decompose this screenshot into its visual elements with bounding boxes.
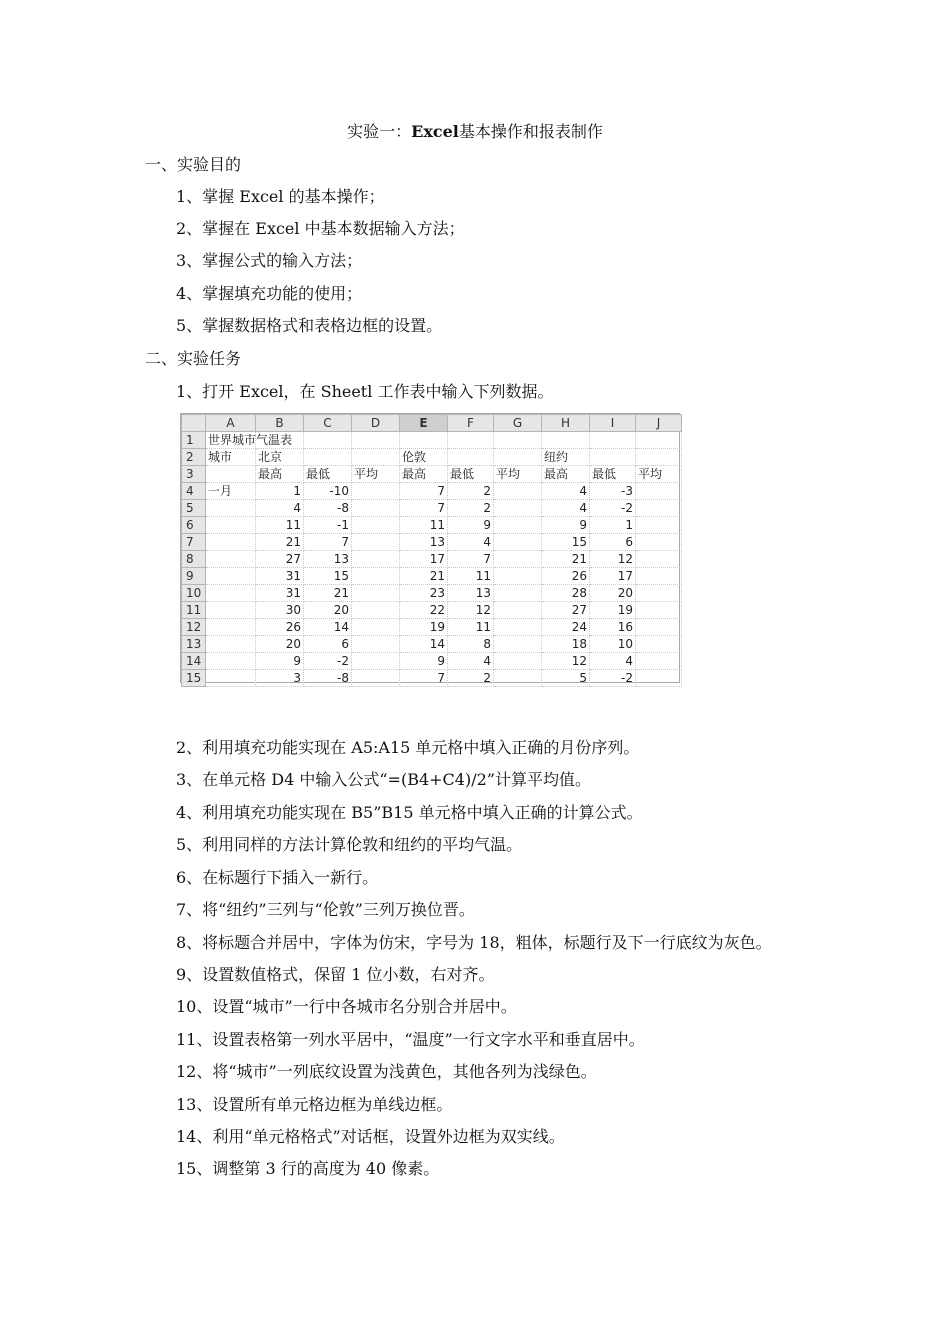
sheet-cell: 13 [304, 551, 352, 568]
sheet-cell [494, 670, 542, 687]
sheet-cell [494, 585, 542, 602]
sheet-row [182, 670, 682, 687]
sheet-cell [352, 534, 400, 551]
sheet-cell: 2 [448, 670, 494, 687]
sheet-cell [590, 449, 636, 466]
sheet-cell: 26 [256, 619, 304, 636]
sheet-cell [352, 636, 400, 653]
sheet-cell: 9 [256, 653, 304, 670]
sheet-cell [636, 602, 682, 619]
row-header: 5 [182, 500, 206, 517]
task-item: 12、将“城市”一列底纹设置为浅黄色，其他各列为浅绿色。 [176, 1062, 597, 1081]
sheet-cell [494, 568, 542, 585]
row-header: 2 [182, 449, 206, 466]
sheet-cell [352, 619, 400, 636]
sheet-cell: 20 [304, 602, 352, 619]
sheet-cell [352, 653, 400, 670]
sheet-cell: 7 [400, 670, 448, 687]
sheet-cell [206, 568, 256, 585]
sheet-cell: 23 [400, 585, 448, 602]
sheet-cell: -3 [590, 483, 636, 500]
sheet-cell [304, 449, 352, 466]
row-header: 3 [182, 466, 206, 483]
sheet-cell: 最高 [400, 466, 448, 483]
sheet-cell: 20 [590, 585, 636, 602]
task-item: 9、设置数值格式，保留 1 位小数，右对齐。 [176, 965, 495, 984]
sheet-cell: 平均 [352, 466, 400, 483]
sheet-cell [636, 534, 682, 551]
sheet-cell: 3 [256, 670, 304, 687]
sheet-cell [494, 602, 542, 619]
sheet-cell [494, 483, 542, 500]
sheet-cell: 19 [400, 619, 448, 636]
sheet-cell: 9 [400, 653, 448, 670]
row-header: 4 [182, 483, 206, 500]
task-item: 11、设置表格第一列水平居中，“温度”一行文字水平和垂直居中。 [176, 1030, 645, 1049]
title-prefix: 实验一： [347, 122, 412, 141]
sheet-cell [636, 551, 682, 568]
sheet-cell: 纽约 [542, 449, 590, 466]
sheet-cell [206, 670, 256, 687]
sheet-cell [636, 432, 682, 449]
sheet-cell [636, 483, 682, 500]
task-item: 13、设置所有单元格边框为单线边框。 [176, 1095, 453, 1114]
sheet-row [182, 636, 682, 653]
sheet-cell: 平均 [636, 466, 682, 483]
row-header: 15 [182, 670, 206, 687]
sheet-row [182, 568, 682, 585]
objective-item: 4、掌握填充功能的使用； [176, 284, 363, 303]
spreadsheet-screenshot [180, 413, 680, 683]
sheet-cell: 11 [256, 517, 304, 534]
sheet-cell: 2 [448, 483, 494, 500]
sheet-cell [206, 466, 256, 483]
sheet-cell [636, 670, 682, 687]
sheet-row [182, 500, 682, 517]
sheet-cell: 最低 [448, 466, 494, 483]
sheet-row [182, 534, 682, 551]
sheet-cell: 13 [400, 534, 448, 551]
sheet-cell: 21 [400, 568, 448, 585]
sheet-row [182, 602, 682, 619]
sheet-cell: -8 [304, 500, 352, 517]
sheet-cell [400, 432, 448, 449]
sheet-cell [636, 653, 682, 670]
task-item: 3、在单元格 D4 中输入公式“=(B4+C4)/2”计算平均值。 [176, 770, 591, 789]
sheet-cell [352, 432, 400, 449]
sheet-cell: 22 [400, 602, 448, 619]
sheet-cell: 17 [400, 551, 448, 568]
sheet-cell: 平均 [494, 466, 542, 483]
sheet-row [182, 619, 682, 636]
column-header: G [494, 415, 542, 432]
sheet-cell: 4 [590, 653, 636, 670]
sheet-cell: 11 [448, 619, 494, 636]
task-item: 1、打开 Excel，在 Sheetl 工作表中输入下列数据。 [176, 382, 554, 401]
sheet-cell: 一月 [206, 483, 256, 500]
sheet-row [182, 653, 682, 670]
sheet-cell: 21 [256, 534, 304, 551]
sheet-cell: -2 [590, 500, 636, 517]
sheet-cell: 30 [256, 602, 304, 619]
task-item: 8、将标题合并居中，字体为仿宋，字号为 18，粗体，标题行及下一行底纹为灰色。 [176, 933, 772, 952]
column-header: J [636, 415, 682, 432]
sheet-cell: 12 [590, 551, 636, 568]
sheet-cell: 4 [542, 483, 590, 500]
column-header: I [590, 415, 636, 432]
sheet-cell: 最低 [304, 466, 352, 483]
sheet-cell [636, 619, 682, 636]
row-header: 14 [182, 653, 206, 670]
sheet-cell [352, 517, 400, 534]
sheet-cell: 31 [256, 568, 304, 585]
sheet-cell [352, 483, 400, 500]
task-item: 5、利用同样的方法计算伦敦和纽约的平均气温。 [176, 835, 523, 854]
sheet-cell: 最高 [256, 466, 304, 483]
sheet-cell: 4 [448, 534, 494, 551]
sheet-cell: 1 [590, 517, 636, 534]
sheet-cell [352, 449, 400, 466]
sheet-cell: 城市 [206, 449, 256, 466]
sheet-cell [352, 551, 400, 568]
spreadsheet-table [181, 414, 682, 687]
sheet-cell [352, 602, 400, 619]
sheet-cell: 9 [448, 517, 494, 534]
sheet-cell: 15 [304, 568, 352, 585]
sheet-cell: 15 [542, 534, 590, 551]
objective-item: 2、掌握在 Excel 中基本数据输入方法； [176, 219, 465, 238]
column-header: B [256, 415, 304, 432]
sheet-cell [448, 449, 494, 466]
sheet-cell: 2 [448, 500, 494, 517]
row-header: 10 [182, 585, 206, 602]
row-header: 12 [182, 619, 206, 636]
task-item: 4、利用填充功能实现在 B5”B15 单元格中填入正确的计算公式。 [176, 803, 643, 822]
sheet-cell: 19 [590, 602, 636, 619]
sheet-cell: 最低 [590, 466, 636, 483]
sheet-cell [494, 500, 542, 517]
sheet-row [182, 483, 682, 500]
sheet-cell: 7 [400, 483, 448, 500]
sheet-cell: 5 [542, 670, 590, 687]
sheet-cell [206, 636, 256, 653]
sheet-cell [352, 585, 400, 602]
sheet-cell [636, 517, 682, 534]
sheet-cell: 14 [400, 636, 448, 653]
sheet-cell: 20 [256, 636, 304, 653]
sheet-cell [206, 585, 256, 602]
sheet-cell [542, 432, 590, 449]
sheet-cell: 6 [304, 636, 352, 653]
sheet-cell: 26 [542, 568, 590, 585]
sheet-cell: 7 [448, 551, 494, 568]
sheet-row [182, 449, 682, 466]
sheet-cell [494, 517, 542, 534]
sheet-cell [494, 619, 542, 636]
sheet-cell: 31 [256, 585, 304, 602]
row-header: 7 [182, 534, 206, 551]
sheet-cell: 11 [448, 568, 494, 585]
task-item: 7、将“纽约”三列与“伦敦”三列万换位晋。 [176, 900, 475, 919]
section-heading-objectives: 一、实验目的 [145, 155, 242, 174]
sheet-cell: 24 [542, 619, 590, 636]
row-header: 13 [182, 636, 206, 653]
row-header: 8 [182, 551, 206, 568]
section-heading-tasks: 二、实验任务 [145, 349, 242, 368]
sheet-cell: 伦敦 [400, 449, 448, 466]
sheet-cell [590, 432, 636, 449]
sheet-cell [206, 602, 256, 619]
column-header: F [448, 415, 494, 432]
sheet-cell [636, 500, 682, 517]
sheet-cell: 27 [256, 551, 304, 568]
sheet-cell: 13 [448, 585, 494, 602]
column-header-row [182, 415, 682, 432]
task-item: 14、利用“单元格格式”对话框，设置外边框为双实线。 [176, 1127, 565, 1146]
sheet-cell [206, 551, 256, 568]
sheet-cell: 北京 [256, 449, 304, 466]
sheet-cell [352, 568, 400, 585]
column-header: A [206, 415, 256, 432]
objective-item: 1、掌握 Excel 的基本操作； [176, 187, 385, 206]
sheet-cell: 12 [542, 653, 590, 670]
objective-item: 3、掌握公式的输入方法； [176, 251, 363, 270]
sheet-corner [182, 415, 206, 432]
row-header: 9 [182, 568, 206, 585]
sheet-cell: 4 [256, 500, 304, 517]
sheet-cell [494, 653, 542, 670]
sheet-cell: 世界城市气温表 [206, 432, 256, 449]
sheet-cell: 1 [256, 483, 304, 500]
sheet-cell [304, 432, 352, 449]
sheet-cell: 17 [590, 568, 636, 585]
objective-item: 5、掌握数据格式和表格边框的设置。 [176, 316, 443, 335]
sheet-cell [494, 449, 542, 466]
row-header: 6 [182, 517, 206, 534]
sheet-cell [352, 670, 400, 687]
sheet-cell: 21 [304, 585, 352, 602]
sheet-cell [636, 568, 682, 585]
column-header: D [352, 415, 400, 432]
title-bold: Excel [411, 122, 459, 141]
sheet-row [182, 551, 682, 568]
sheet-cell [448, 432, 494, 449]
title-suffix: 基本操作和报表制作 [458, 122, 603, 141]
sheet-cell: -2 [590, 670, 636, 687]
sheet-cell: 11 [400, 517, 448, 534]
row-header: 1 [182, 432, 206, 449]
sheet-cell: 10 [590, 636, 636, 653]
sheet-cell: 16 [590, 619, 636, 636]
sheet-cell: 18 [542, 636, 590, 653]
sheet-cell [206, 619, 256, 636]
sheet-cell: 7 [304, 534, 352, 551]
sheet-cell [206, 534, 256, 551]
sheet-cell [494, 432, 542, 449]
sheet-cell: 4 [448, 653, 494, 670]
column-header: H [542, 415, 590, 432]
sheet-cell: -1 [304, 517, 352, 534]
sheet-cell: 6 [590, 534, 636, 551]
sheet-cell [494, 534, 542, 551]
row-header: 11 [182, 602, 206, 619]
sheet-cell [206, 653, 256, 670]
sheet-cell: -8 [304, 670, 352, 687]
task-item: 15、调整第 3 行的高度为 40 像素。 [176, 1159, 440, 1178]
sheet-cell [636, 636, 682, 653]
sheet-row [182, 517, 682, 534]
sheet-cell: 8 [448, 636, 494, 653]
sheet-row [182, 466, 682, 483]
sheet-row [182, 585, 682, 602]
sheet-cell [494, 551, 542, 568]
task-item: 2、利用填充功能实现在 A5:A15 单元格中填入正确的月份序列。 [176, 738, 640, 757]
sheet-cell: 28 [542, 585, 590, 602]
sheet-cell: 27 [542, 602, 590, 619]
sheet-cell [636, 585, 682, 602]
sheet-cell: 14 [304, 619, 352, 636]
task-item: 10、设置“城市”一行中各城市名分别合并居中。 [176, 997, 517, 1016]
sheet-cell: 7 [400, 500, 448, 517]
sheet-cell [206, 500, 256, 517]
sheet-cell [206, 517, 256, 534]
sheet-row [182, 432, 682, 449]
sheet-cell: 9 [542, 517, 590, 534]
sheet-cell [494, 636, 542, 653]
sheet-cell: 21 [542, 551, 590, 568]
sheet-cell: -10 [304, 483, 352, 500]
sheet-cell: 12 [448, 602, 494, 619]
sheet-cell: 4 [542, 500, 590, 517]
sheet-cell [636, 449, 682, 466]
sheet-cell: -2 [304, 653, 352, 670]
sheet-cell: 最高 [542, 466, 590, 483]
document-title [0, 120, 950, 144]
column-header: E [400, 415, 448, 432]
sheet-cell [352, 500, 400, 517]
column-header: C [304, 415, 352, 432]
task-item: 6、在标题行下插入一新行。 [176, 868, 379, 887]
